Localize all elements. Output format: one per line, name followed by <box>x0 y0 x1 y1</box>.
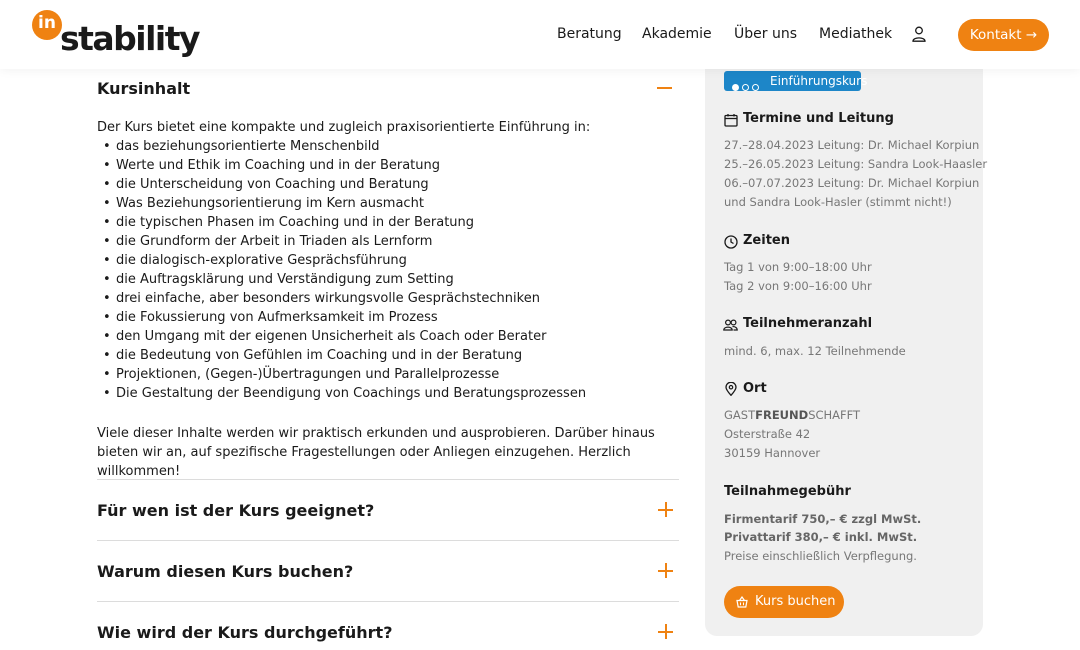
address-line: Osterstraße 42 <box>724 427 811 441</box>
contact-button[interactable]: Kontakt → <box>958 19 1049 51</box>
course-intro: Der Kurs bietet eine kompakte und zugleich praxisorientierte Einführung in: <box>97 120 591 135</box>
expand-icon[interactable] <box>658 502 673 517</box>
list-item: • die Bedeutung von Gefühlen im Coaching und in der Beratung <box>103 348 523 363</box>
fee-company: Firmentarif 750,– € zzgl MwSt. <box>724 512 922 526</box>
expand-icon[interactable] <box>658 624 673 639</box>
people-icon <box>723 318 738 332</box>
list-item: • die typischen Phasen im Coaching und in der Beratung <box>103 215 475 230</box>
list-item: • drei einfache, aber besonders wirkungsvolle Gesprächstechniken <box>103 291 540 306</box>
list-item: • die Unterscheidung von Coaching und Beratung <box>103 177 429 192</box>
date-line: 06.–07.07.2023 Leitung: Dr. Michael Korpiun <box>724 176 980 190</box>
list-item: • Was Beziehungsorientierung im Kern ausmacht <box>103 196 424 211</box>
list-item: • das beziehungsorientierte Menschenbild <box>103 139 380 154</box>
logo-badge: in <box>32 10 62 40</box>
participants-text: mind. 6, max. 12 Teilnehmende <box>724 344 906 358</box>
list-item: • Projektionen, (Gegen-)Übertragungen und Parallelprozesse <box>103 367 500 382</box>
nav-item-ueber-uns[interactable]: Über uns <box>734 26 797 42</box>
place-title: Ort <box>743 381 767 396</box>
list-item: • den Umgang mit der eigenen Unsicherheit als Coach oder Berater <box>103 329 547 344</box>
list-item: • die Grundform der Arbeit in Triaden als Lernform <box>103 234 433 249</box>
accordion-target-group[interactable]: Für wen ist der Kurs geeignet? <box>97 501 375 520</box>
time-line: Tag 2 von 9:00–16:00 Uhr <box>724 279 872 293</box>
logo-wordmark: stability <box>60 19 200 58</box>
course-info-panel <box>705 40 983 636</box>
site-header <box>0 0 1080 69</box>
times-title: Zeiten <box>743 233 790 248</box>
accordion-why-book[interactable]: Warum diesen Kurs buchen? <box>97 562 354 581</box>
fee-title: Teilnahmegebühr <box>724 484 851 499</box>
time-line: Tag 1 von 9:00–18:00 Uhr <box>724 260 872 274</box>
address-line: 30159 Hannover <box>724 446 821 460</box>
logo[interactable] <box>32 10 200 60</box>
divider <box>97 601 679 602</box>
nav-item-beratung[interactable]: Beratung <box>557 26 622 42</box>
list-item: • die Fokussierung von Aufmerksamkeit im Prozess <box>103 310 438 325</box>
collapse-icon[interactable] <box>657 87 672 89</box>
date-line: 27.–28.04.2023 Leitung: Dr. Michael Korpiun <box>724 138 980 152</box>
user-icon[interactable] <box>912 26 926 42</box>
list-item: • die dialogisch-explorative Gesprächsführung <box>103 253 407 268</box>
location-pin-icon <box>724 382 738 396</box>
course-topics-list <box>103 139 586 405</box>
expand-icon[interactable] <box>658 563 673 578</box>
list-item: • die Auftragsklärung und Verständigung zum Setting <box>103 272 454 287</box>
list-item: • Werte und Ethik im Coaching und in der Beratung <box>103 158 441 173</box>
clock-icon <box>724 235 738 249</box>
accordion-how-run[interactable]: Wie wird der Kurs durchgeführt? <box>97 623 393 642</box>
nav-item-akademie[interactable]: Akademie <box>642 26 712 42</box>
date-line: 25.–26.05.2023 Leitung: Sandra Look-Haasler <box>724 157 988 171</box>
date-line: und Sandra Look-Hasler (stimmt nicht!) <box>724 195 952 209</box>
section-title-kursinhalt[interactable]: Kursinhalt <box>97 79 191 98</box>
course-level-badge: Einführungskurs <box>724 71 861 91</box>
dates-title: Termine und Leitung <box>743 111 894 126</box>
venue-name: GASTFREUNDSCHAFFT <box>724 408 861 422</box>
divider <box>97 479 679 480</box>
participants-title: Teilnehmeranzahl <box>743 316 873 331</box>
divider <box>97 540 679 541</box>
list-item: • Die Gestaltung der Beendigung von Coachings und Beratungsprozessen <box>103 386 587 401</box>
book-course-button[interactable]: Kurs buchen <box>724 586 844 618</box>
calendar-icon <box>724 113 738 127</box>
level-dots-icon <box>732 77 762 97</box>
basket-icon <box>736 596 748 608</box>
course-outro: Viele dieser Inhalte werden wir praktisch erkunden und ausprobieren. Darüber hinaus bieten wir an, auf spezifische Fragestellungen oder Anliegen einzugehen. Herzlich willkommen! <box>97 426 655 479</box>
fee-private: Privattarif 380,– € inkl. MwSt. <box>724 530 918 544</box>
fee-note: Preise einschließlich Verpflegung. <box>724 549 917 563</box>
nav-item-mediathek[interactable]: Mediathek <box>819 26 893 42</box>
